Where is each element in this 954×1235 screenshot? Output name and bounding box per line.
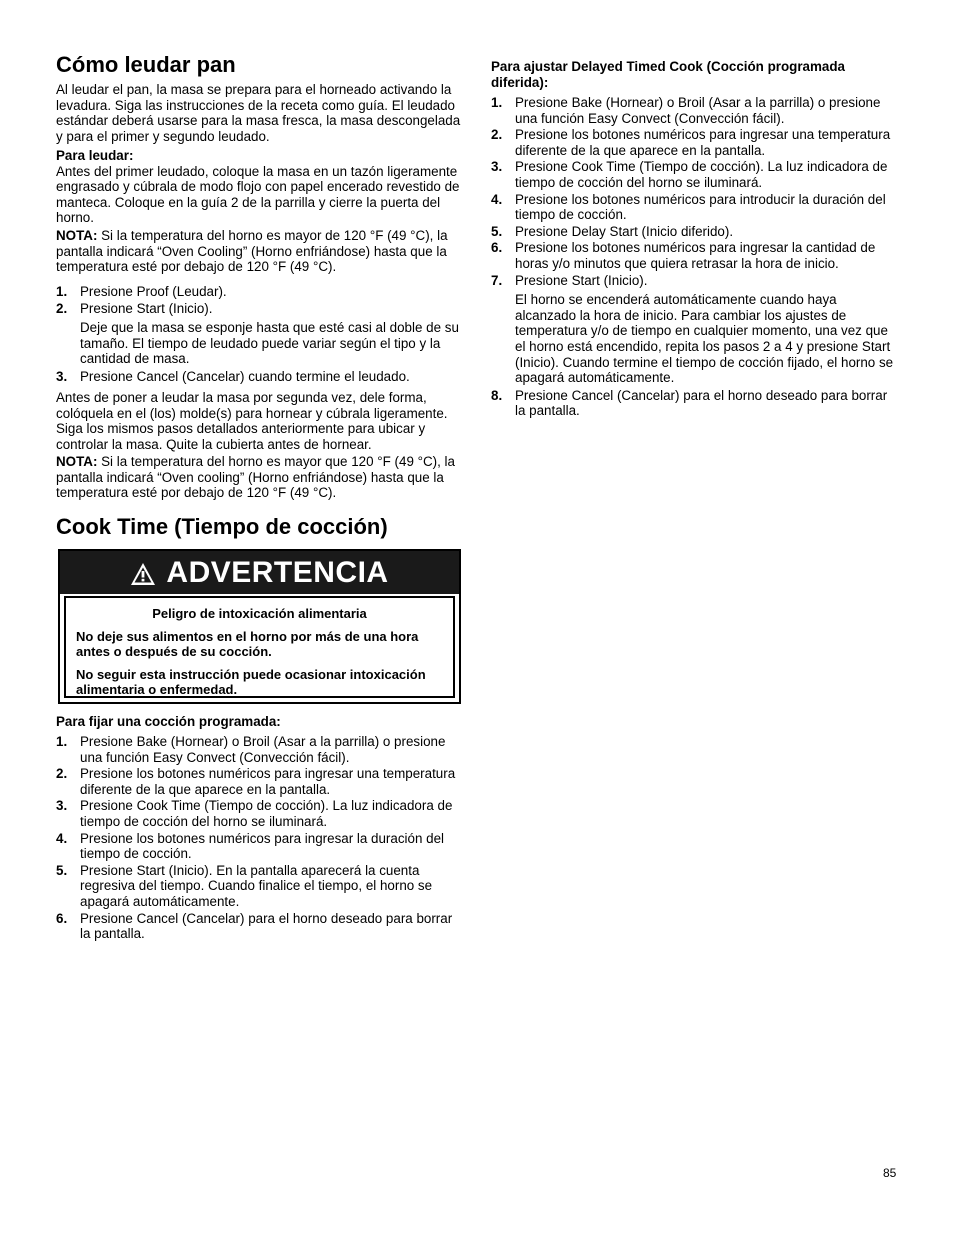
list-item-text: Presione Cancel (Cancelar) para el horno deseado para borrar la pantalla. [80, 910, 453, 942]
list-item [491, 192, 898, 223]
cook-time-steps-list [56, 734, 462, 942]
list-item [56, 831, 462, 862]
list-item-number: 3. [56, 368, 68, 384]
delayed-label: Para ajustar Delayed Timed Cook (Cocción programada diferida): [491, 59, 845, 90]
list-item-text: Presione Start (Inicio). En la pantalla aparecerá la cuenta regresiva del tiempo. Cuando finalice el tiempo, el horno se apagará automáticamente. [80, 862, 433, 909]
warning-header [60, 551, 459, 594]
section-title-cook-time: Cook Time (Tiempo de cocción) [56, 514, 388, 539]
warning-body [64, 596, 455, 698]
list-item-text: Presione Delay Start (Inicio diferido). [515, 223, 734, 239]
list-item-number: 3. [491, 159, 503, 175]
list-item-number: 4. [491, 191, 503, 207]
list-item-text: Presione Bake (Hornear) o Broil (Asar a la parrilla) o presione una función Easy Convect (Convección fácil). [80, 734, 446, 765]
list-item-number: 1. [56, 734, 68, 749]
nota-2-label: NOTA: [56, 454, 98, 469]
cook-time-steps [56, 734, 462, 943]
list-item-number: 1. [491, 95, 503, 110]
warning-box [58, 549, 461, 704]
list-item-text: Presione Proof (Leudar). [80, 284, 227, 299]
nota-1 [56, 228, 462, 275]
warning-line-1: No deje sus alimentos en el horno por más de una hora antes o después de su cocción. [76, 628, 419, 660]
warning-title: ADVERTENCIA [166, 555, 389, 589]
delayed-step-note: El horno se encenderá automáticamente cuando haya alcanzado la hora de inicio. Para cambiar los ajustes de temperatura y/o de tiempo en cualquier momento, una vez que el horno está encendido, repita los pasos 2 a 4 y presione Start (Inicio). Cuando termine el tiempo de cocción fijado, el horno se apagará automáticamente. [515, 292, 894, 386]
list-item-number: 7. [491, 272, 503, 288]
list-item-number: 2. [56, 300, 68, 316]
nota-1-text: Si la temperatura del horno es mayor de 120 °F (49 °C), la pantalla indicará “Oven Cooling” (Horno enfriándose) hasta que la temperatura esté por debajo de 120 °F (49 °C). [56, 228, 448, 275]
list-item-number: 3. [56, 798, 68, 814]
page-number: 85 [883, 1166, 897, 1180]
list-item [491, 240, 898, 271]
warning-subtitle: Peligro de intoxicación alimentaria [152, 606, 367, 621]
proof-steps [56, 284, 462, 386]
list-item [491, 388, 898, 419]
list-item-number: 5. [56, 862, 68, 878]
proof-step-note: Deje que la masa se esponje hasta que esté casi al doble de su tamaño. El tiempo de leudado puede variar según el tipo y la cantidad de masa. [80, 320, 459, 367]
para-leudar-block [56, 148, 462, 226]
list-item [491, 273, 898, 289]
delayed-steps-list-a [491, 95, 898, 288]
list-item [56, 766, 462, 797]
list-item-number: 6. [491, 240, 503, 256]
warning-line-2: No seguir esta instrucción puede ocasionar intoxicación alimentaria o enfermedad. [76, 666, 426, 698]
list-item [56, 863, 462, 910]
list-item-text: Presione los botones numéricos para introducir la duración del tiempo de cocción. [515, 191, 886, 223]
list-item-text: Presione los botones numéricos para ingresar una temperatura diferente de la que aparece en la pantalla. [80, 766, 456, 797]
list-item [491, 127, 898, 158]
section-title-proof: Cómo leudar pan [56, 52, 236, 77]
list-item [56, 369, 462, 385]
list-item-text: Presione Start (Inicio). [80, 300, 213, 316]
nota-2 [56, 454, 462, 501]
list-item-text: Presione Bake (Hornear) o Broil (Asar a la parrilla) o presione una función Easy Convect (Convección fácil). [515, 95, 881, 126]
para-leudar-text: Antes del primer leudado, coloque la masa en un tazón ligeramente engrasado y cúbrala de modo flojo con papel encerado revestido de manteca. Coloque en la guía 2 de la parrilla y cierre la puerta del horno. [56, 163, 460, 226]
list-item [56, 911, 462, 942]
delayed-steps-list-b [491, 388, 898, 419]
list-item [491, 95, 898, 126]
list-item-number: 6. [56, 910, 68, 926]
proof-intro: Al leudar el pan, la masa se prepara para el horneado activando la levadura. Siga las instrucciones de la receta como guía. El leudado estándar deberá usarse para la masa fresca, la masa descongelada y para el primer y segundo leudado. [56, 82, 461, 144]
list-item-text: Presione Start (Inicio). [515, 272, 648, 288]
list-item-number: 2. [491, 127, 503, 143]
list-item [56, 798, 462, 829]
list-item-text: Presione Cancel (Cancelar) cuando termine el leudado. [80, 368, 410, 384]
list-item-number: 8. [491, 387, 503, 403]
list-item-text: Presione los botones numéricos para ingresar la cantidad de horas y/o minutos que quiera retrasar la hora de inicio. [515, 240, 876, 271]
list-item-text: Presione los botones numéricos para ingresar la duración del tiempo de cocción. [80, 830, 444, 862]
list-item-number: 2. [56, 766, 68, 782]
list-item-number: 4. [56, 830, 68, 846]
list-item [56, 734, 462, 765]
fijar-label: Para fijar una cocción programada: [56, 714, 281, 729]
nota-1-label: NOTA: [56, 228, 98, 243]
list-item-number: 1. [56, 284, 68, 299]
list-item-text: Presione Cook Time (Tiempo de cocción). La luz indicadora de tiempo de cocción del horno se iluminará. [515, 159, 888, 190]
list-item [491, 224, 898, 240]
list-item [56, 284, 462, 300]
warning-triangle-icon [130, 562, 156, 586]
list-item-text: Presione Cancel (Cancelar) para el horno deseado para borrar la pantalla. [515, 387, 888, 419]
para-leudar-label: Para leudar: [56, 148, 134, 163]
delayed-steps [491, 95, 898, 420]
list-item-number: 5. [491, 223, 503, 239]
list-item [56, 301, 462, 317]
nota-2-text: Si la temperatura del horno es mayor que 120 °F (49 °C), la pantalla indicará “Oven cooling” (Horno enfriándose) hasta que la temperatura esté por debajo de 120 °F (49 °C). [56, 454, 455, 501]
list-item-text: Presione Cook Time (Tiempo de cocción). La luz indicadora de tiempo de cocción del horno se iluminará. [80, 798, 453, 829]
second-rise-text: Antes de poner a leudar la masa por segunda vez, dele forma, colóquela en el (los) molde(s) para hornear y cúbrala ligeramente. Siga los mismos pasos detallados anteriormente para ubicar y controlar la masa. Quite la cubierta antes de hornear. [56, 390, 448, 452]
proof-steps-list-a [56, 284, 462, 316]
list-item-text: Presione los botones numéricos para ingresar una temperatura diferente de la que aparece en la pantalla. [515, 127, 891, 158]
proof-steps-list-b [56, 369, 462, 385]
list-item [491, 159, 898, 190]
